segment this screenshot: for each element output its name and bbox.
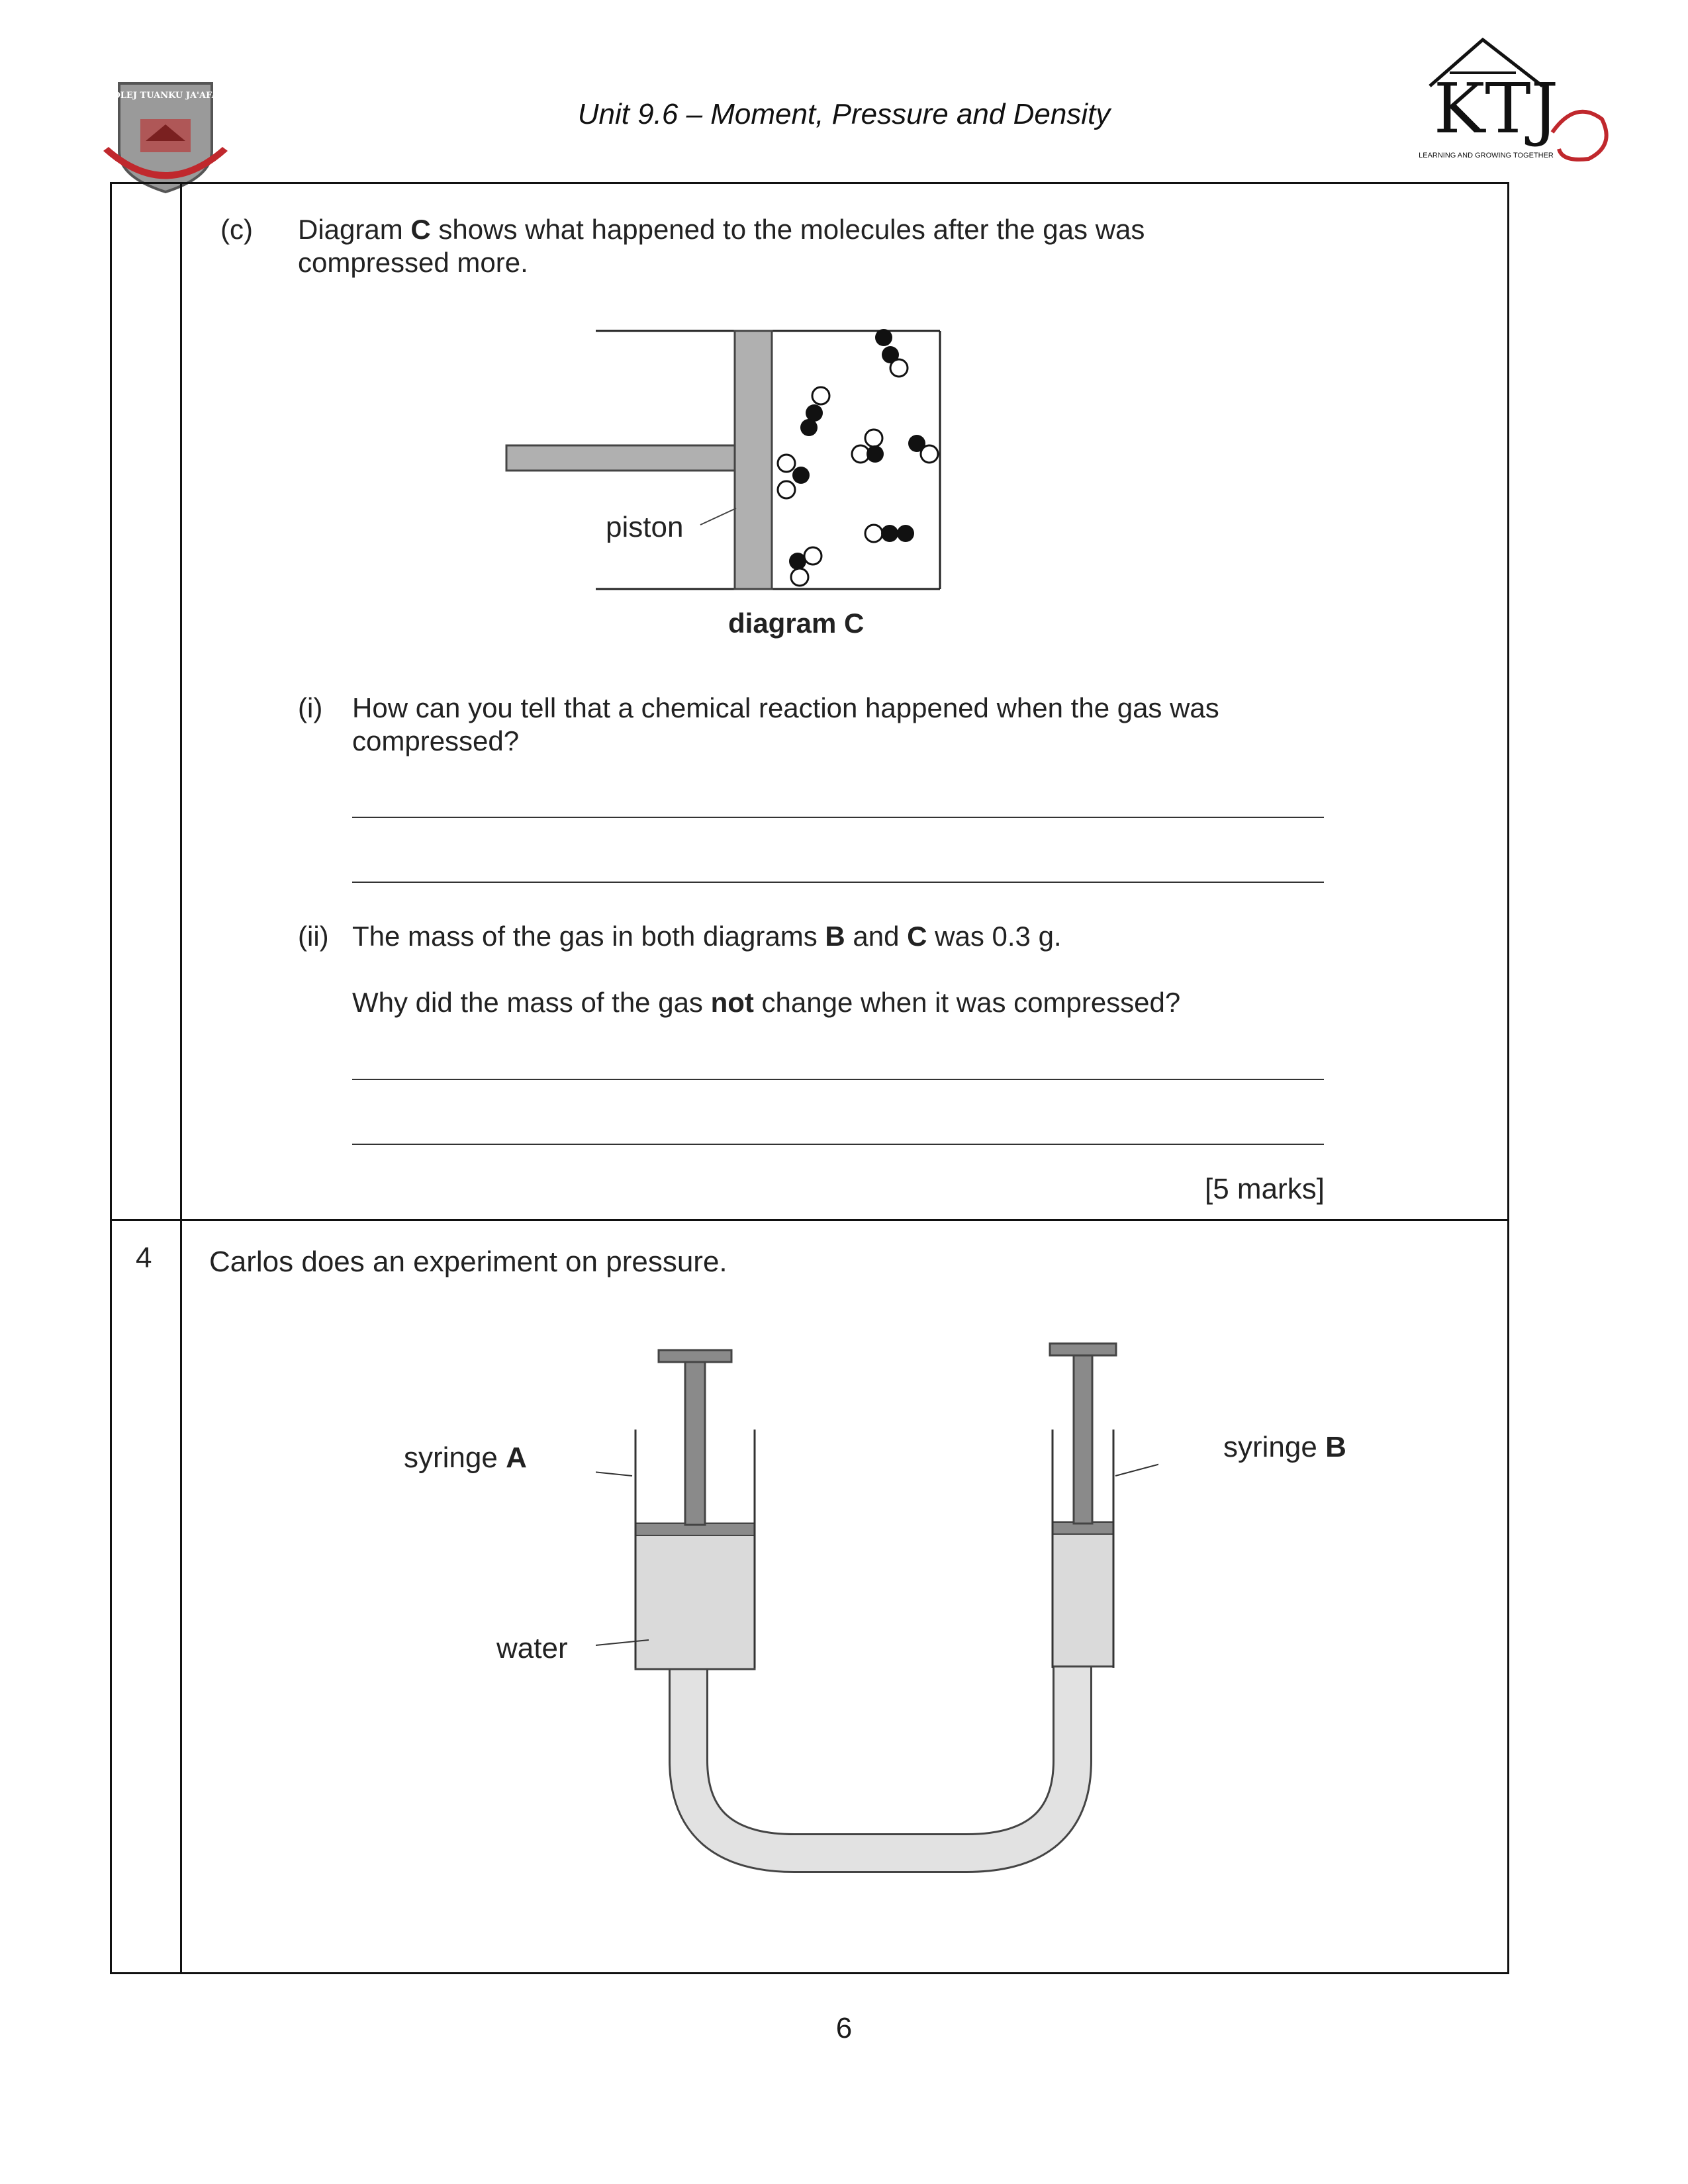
answer-line[interactable]: [352, 882, 1324, 883]
sub-ii-text-after: was 0.3 g.: [927, 921, 1062, 952]
syringe-b-pointer-line: [1115, 1455, 1158, 1476]
diagram-c: [503, 324, 953, 596]
molecule-atom: [778, 455, 795, 472]
molecule-atom: [792, 467, 810, 484]
table-row-divider: [110, 1219, 1509, 1221]
u-tube-outline: [688, 1655, 1072, 1853]
ktj-logo-tagline: LEARNING AND GROWING TOGETHER: [1419, 152, 1554, 159]
part-c-label: (c): [220, 214, 253, 245]
marks-label: [5 marks]: [1205, 1173, 1325, 1205]
molecule-atom: [865, 430, 882, 447]
syringe-a-label-text: syringe: [404, 1441, 506, 1474]
molecule-atom: [778, 481, 795, 498]
molecule-atom: [921, 445, 938, 463]
part-c-intro: [298, 213, 1423, 279]
syringe-b-water: [1053, 1522, 1113, 1666]
diagram-c-caption: diagram C: [728, 608, 865, 639]
syringe-a-label: [404, 1441, 527, 1475]
u-tube-water: [688, 1655, 1072, 1853]
question-4-text: Carlos does an experiment on pressure.: [209, 1246, 727, 1278]
sub-ii-q-text: Why did the mass of the gas: [352, 987, 711, 1018]
ktj-logo: [1403, 33, 1615, 179]
syringe-diagram: [596, 1337, 1158, 1880]
part-c-intro-text: Diagram: [298, 214, 411, 245]
answer-line[interactable]: [352, 817, 1324, 818]
syringe-b-label: [1223, 1431, 1346, 1464]
sub-ii-label: (ii): [298, 921, 329, 952]
syringe-b-handle: [1050, 1343, 1116, 1355]
syringe-b-label-bold: B: [1325, 1431, 1346, 1463]
molecule-atom: [800, 419, 818, 436]
part-c-intro-line2: compressed more.: [298, 247, 528, 278]
molecule-atom: [897, 525, 914, 542]
molecule-atom: [875, 329, 892, 346]
crest-text: KOLEJ TUANKU JA'AFAR: [105, 91, 226, 101]
sub-ii-c: C: [907, 921, 927, 952]
sub-i-line2: compressed?: [352, 725, 520, 756]
page-number: 6: [835, 2012, 853, 2044]
sub-ii-statement: [352, 920, 1444, 953]
sub-ii-b: B: [825, 921, 845, 952]
molecule-atom: [812, 387, 829, 404]
part-c-intro-text-2: shows what happened to the molecules after the gas was: [430, 214, 1145, 245]
sub-ii-q-text-after: change when it was compressed?: [753, 987, 1181, 1018]
molecule-atom: [804, 547, 821, 565]
piston-pointer-line: [700, 508, 736, 525]
syringe-b-label-text: syringe: [1223, 1431, 1326, 1463]
syringe-a-handle: [659, 1350, 731, 1362]
answer-line[interactable]: [352, 1144, 1324, 1145]
question-number: 4: [136, 1242, 152, 1274]
molecule-atom: [867, 445, 884, 463]
sub-i-line1: How can you tell that a chemical reaction happened when the gas was: [352, 692, 1219, 723]
sub-ii-q-bold: not: [710, 987, 754, 1018]
piston-rod: [506, 445, 735, 471]
sub-ii-question: [352, 986, 1444, 1019]
molecule-atom: [890, 359, 908, 377]
syringe-a-water: [635, 1524, 755, 1669]
syringe-b-rod: [1074, 1349, 1092, 1524]
molecule-atom: [865, 525, 882, 542]
part-c-intro-bold: C: [410, 214, 431, 245]
syringe-a-pointer-line: [596, 1468, 632, 1476]
table-number-column-divider: [180, 182, 182, 1974]
page-header-title: Unit 9.6 – Moment, Pressure and Density: [577, 98, 1111, 130]
piston-label: piston: [606, 511, 684, 543]
sub-ii-text: The mass of the gas in both diagrams: [352, 921, 825, 952]
gas-molecules: [778, 329, 938, 586]
sub-i-question: [352, 692, 1444, 758]
school-crest-logo: [99, 78, 232, 197]
answer-line[interactable]: [352, 1079, 1324, 1080]
ktj-logo-mark: KTJ: [1433, 68, 1559, 149]
sub-ii-and: and: [845, 921, 908, 952]
sub-i-label: (i): [298, 692, 323, 723]
syringe-a-rod: [685, 1355, 705, 1525]
molecule-atom: [881, 525, 898, 542]
syringe-a-label-bold: A: [506, 1441, 527, 1474]
water-label: water: [496, 1632, 568, 1664]
molecule-atom: [791, 569, 808, 586]
piston-head: [735, 331, 772, 589]
